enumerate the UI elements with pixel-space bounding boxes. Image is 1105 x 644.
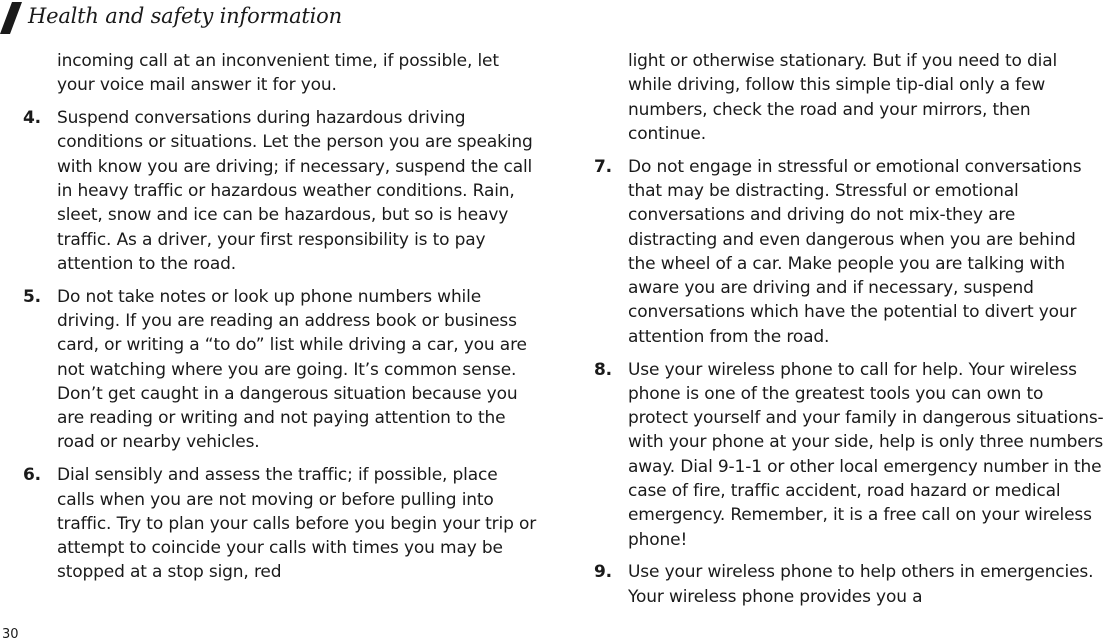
item-text: Do not take notes or look up phone numbers while driving. If you are reading an address book or business card, or writing a “to do” list while driving a car, you are not watching where you are going. It’s common sense. Don’t get caught in a dangerous situation because you are reading or writing and not paying attention to the road or nearby vehicles.	[57, 286, 527, 453]
page-number: 30	[2, 627, 19, 642]
item-number: 9.	[594, 562, 612, 583]
item-number: 6.	[23, 465, 41, 486]
list-item-6	[23, 463, 539, 584]
item-number: 5.	[23, 286, 41, 307]
list-item-8	[594, 358, 1105, 552]
item-number: 7.	[594, 156, 612, 177]
item-text: Suspend conversations during hazardous driving conditions or situations. Let the person you are speaking with know you are driving; if necessary, suspend the call in heavy traffic or hazardous weather conditions. Rain, sleet, snow and ice can be hazardous, but so is heavy traffic. As a driver, your first responsibility is to pay attention to the road.	[57, 108, 533, 274]
list-item-7	[594, 155, 1105, 349]
item-text: Do not engage in stressful or emotional conversations that may be distracting. Stressful or emotional conversations and driving do not mix-they are distracting and even dangerous when you are behind the wheel of a car. Make people you are talking with aware you are driving and if necessary, suspend conversations which have the potential to divert your attention from the road.	[628, 156, 1082, 347]
header-title: Health and safety information	[28, 4, 342, 28]
left-continuation-text: incoming call at an inconvenient time, if possible, let your voice mail answer it for you.	[57, 51, 499, 96]
item-number: 8.	[594, 359, 612, 380]
item-number: 4.	[23, 108, 41, 129]
right-column	[594, 49, 1105, 618]
left-column	[23, 49, 539, 593]
item-text: Dial sensibly and assess the traffic; if possible, place calls when you are not moving or before pulling into traffic. Try to plan your calls before you begin your trip or attempt to coincide your calls with times you may be stopped at a stop sign, red	[57, 465, 537, 583]
list-item-4	[23, 106, 539, 276]
item-text: Use your wireless phone to call for help. Your wireless phone is one of the greatest tools you can own to protect yourself and your family in dangerous situations-with your phone at your side, help is only three numbers away. Dial 9-1-1 or other local emergency number in the case of fire, traffic accident, road hazard or medical emergency. Remember, it is a free call on your wireless phone!	[628, 359, 1104, 550]
right-continuation-text: light or otherwise stationary. But if you need to dial while driving, follow this simple tip-dial only a few numbers, check the road and your mirrors, then continue.	[628, 51, 1058, 144]
header-accent-bar	[0, 2, 22, 34]
page-header	[0, 0, 1105, 40]
list-item-5	[23, 285, 539, 455]
list-item-9	[594, 560, 1105, 609]
item-text: Use your wireless phone to help others in emergencies. Your wireless phone provides you a	[628, 562, 1094, 607]
